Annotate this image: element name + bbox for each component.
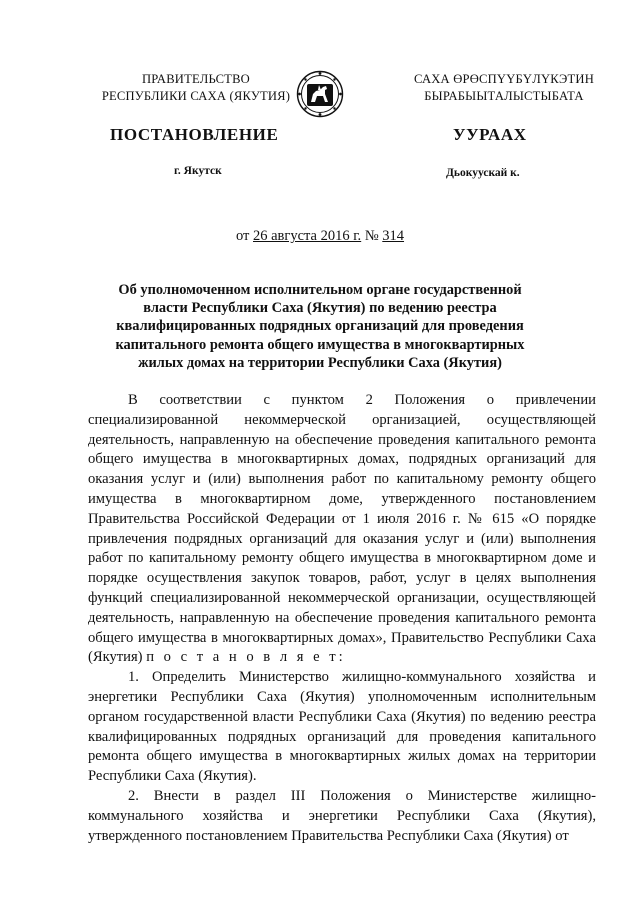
preamble-paragraph [88,391,596,668]
coat-of-arms-icon [296,70,344,118]
header-left [96,71,296,105]
document-body [88,391,596,846]
preamble-text: В соответствии с пунктом 2 Положения о привлечении специализированной некоммерческой организацией, осуществляющей деятельность, направленную на обеспечение проведения капитального ремонта общего имущества в многоквартирных домах, подрядных организаций для оказания услуг и (или) выполнения работ по капитальному ремонту общего имущества в многоквартирном доме, утвержденного постановлением Правительства Российской Федерации от 1 июля 2016 г. № 615 «О порядке привлечения подрядных организаций для оказания услуг и (или) выполнения работ по капитальному ремонту общего имущества в многоквартирном доме и порядке осуществления закупок товаров, работ, услуг в целях выполнения функций специализированной некоммерческой организации, осуществляющей деятельность, направленную на обеспечение проведения капитального ремонта общего имущества в многоквартирных домах», Правительство Республики Саха (Якутия) [88,392,596,666]
item-1-paragraph: 1. Определить Министерство жилищно-коммунального хозяйства и энергетики Республики Саха (Якутия) уполномоченным исполнительным органом государственной власти Республики Саха (Якутия) по ведению реестра квалифицированных подрядных организаций для проведения капитального ремонта общего имущества в многоквартирных жилых домах на территории Республики Саха (Якутия). [88,669,596,785]
document-type-sakha: УУРААХ [453,125,527,144]
republic-name-ru: РЕСПУБЛИКИ САХА (ЯКУТИЯ) [101,89,291,103]
government-name-ru: ПРАВИТЕЛЬСТВО [142,72,250,86]
item-2-paragraph: 2. Внести в раздел III Положения о Министерстве жилищно-коммунального хозяйства и энергетики Республики Саха (Якутия), утвержденного постановлением Правительства Республики Саха (Якутия) от [88,787,596,844]
document-heading: Об уполномоченном исполнительном органе государственной власти Республики Саха (Якутия) по ведению реестра квалифицированных подрядных организаций для проведения капитального ремонта общего имущества в многоквартирных жилых домах на территории Республики Саха (Якутия) [115,282,525,371]
city-sakha: Дьокуускай к. [446,167,520,179]
city-ru: г. Якутск [174,165,222,177]
header-right [398,71,610,105]
decree-word: п о с т а н о в л я е т: [146,649,346,666]
number-sign: № [364,228,379,244]
document-number: 314 [382,228,405,244]
government-name-sakha-line2: БЫРАБЫЫТАЛЫСТЫБАТА [424,89,584,103]
government-name-sakha: САХА ӨРӨСПҮҮБҮЛҮКЭТИН [414,72,594,86]
document-date-line [0,228,640,245]
document-date: 26 августа 2016 г. [253,228,362,244]
document-type-ru: ПОСТАНОВЛЕНИЕ [110,125,279,144]
date-prefix: от [235,228,250,244]
